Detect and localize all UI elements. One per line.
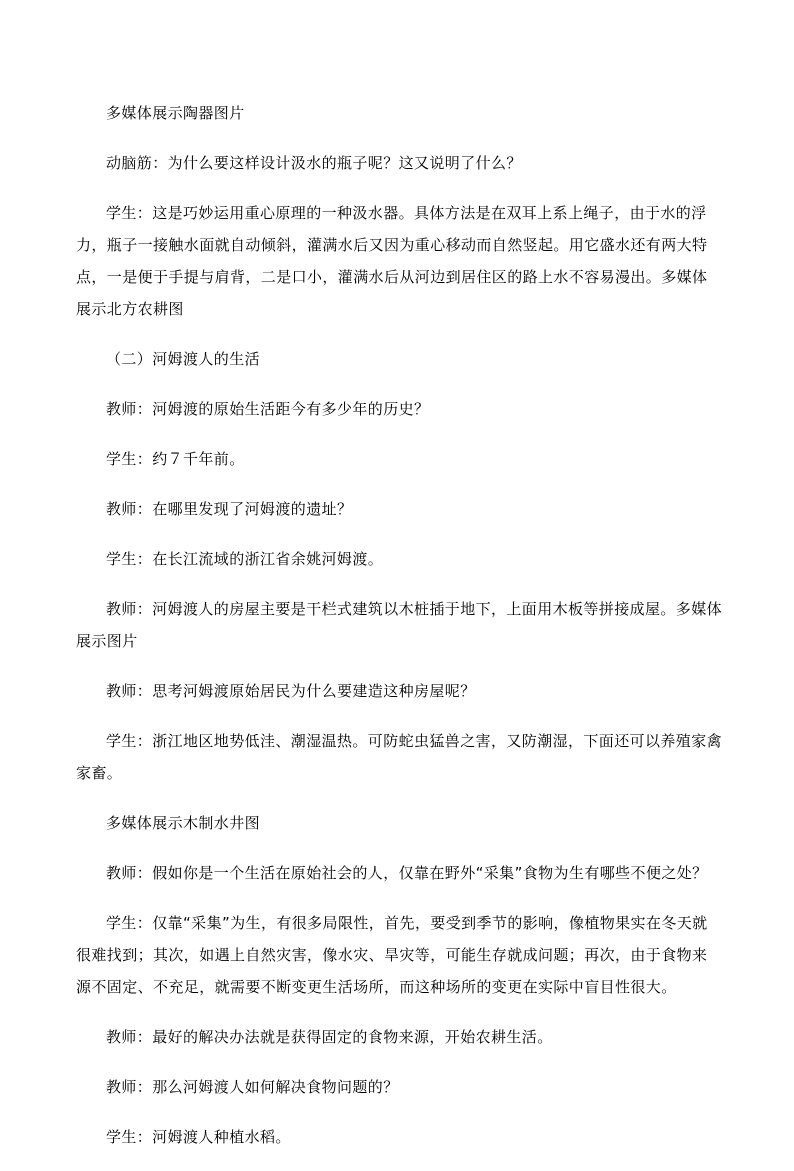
paragraph-multimedia-pottery: 多媒体展示陶器图片 [106, 104, 245, 122]
paragraph-student-answer-years: 学生：约７千年前。 [106, 450, 245, 468]
paragraph-student-answer-gathering: 学生：仅靠“采集”为生，有很多局限性，首先，要受到季节的影响，像植物果实在冬天就很难找到；其次，如遇上自然灾害，像水灾、旱灾等，可能生存就成问题；再次，由于食物来源不固定、不充足，就需要不断变更生活场所，而这种场所的变更在实际中盲目性很大。 [76, 914, 708, 996]
paragraph-teacher-question-history: 教师：河姆渡的原始生活距今有多少年的历史？ [106, 400, 430, 418]
paragraph-teacher-question-houses: 教师：思考河姆渡原始居民为什么要建造这种房屋呢？ [106, 682, 476, 700]
paragraph-teacher-question-food: 教师：那么河姆渡人如何解决食物问题的？ [106, 1078, 399, 1096]
paragraph-teacher-houses: 教师：河姆渡人的房屋主要是干栏式建筑以木桩插于地下，上面用木板等拼接成屋。多媒体展示图片 [76, 600, 723, 650]
paragraph-student-answer-water-bottle: 学生：这是巧妙运用重心原理的一种汲水器。具体方法是在双耳上系上绳子，由于水的浮力，瓶子一接触水面就自动倾斜，灌满水后又因为重心移动而自然竖起。用它盛水还有两大特点，一是便于手提与肩背，二是口小，灌满水后从河边到居住区的路上水不容易漫出。多媒体展示北方农耕图 [76, 204, 708, 318]
paragraph-multimedia-well: 多媒体展示木制水井图 [106, 814, 261, 832]
paragraph-student-answer-houses: 学生：浙江地区地势低洼、潮湿温热。可防蛇虫猛兽之害，又防潮湿，下面还可以养殖家禽家畜。 [76, 732, 723, 782]
paragraph-teacher-question-site: 教师：在哪里发现了河姆渡的遗址？ [106, 500, 353, 518]
document-body [76, 97, 723, 1171]
section-heading-hemudu-life: （二）河姆渡人的生活 [106, 350, 261, 368]
paragraph-teacher-question-gathering: 教师：假如你是一个生活在原始社会的人，仅靠在野外“采集”食物为生有哪些不便之处？ [106, 864, 708, 882]
paragraph-student-answer-site: 学生：在长江流域的浙江省余姚河姆渡。 [106, 550, 384, 568]
paragraph-brain-teaser-question: 动脑筋：为什么要这样设计汲水的瓶子呢？这又说明了什么？ [106, 154, 522, 172]
paragraph-teacher-solution: 教师：最好的解决办法就是获得固定的食物来源，开始农耕生活。 [106, 1028, 553, 1046]
paragraph-student-answer-rice: 学生：河姆渡人种植水稻。 [106, 1128, 291, 1146]
